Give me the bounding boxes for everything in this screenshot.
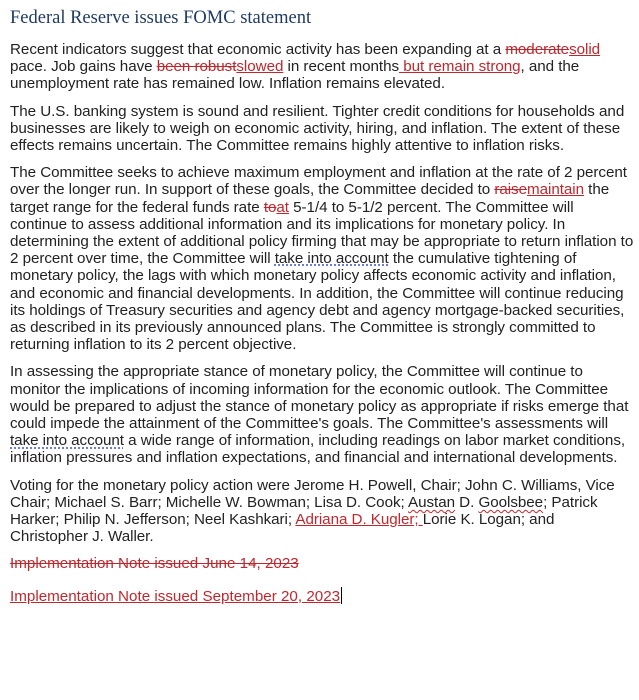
implementation-note-new-row: [10, 587, 634, 605]
paragraph-voting[interactable]: [10, 477, 634, 546]
text-segment: the target range for the federal funds rate: [10, 181, 610, 216]
inserted-text: solid: [569, 41, 601, 58]
spelling-flag[interactable]: Austan: [408, 493, 456, 511]
implementation-note-old-link[interactable]: Implementation Note issued June 14, 2023: [10, 555, 299, 573]
text-segment: pace. Job gains have: [10, 58, 157, 76]
inserted-text: slowed: [236, 58, 284, 76]
implementation-note-new-link[interactable]: Implementation Note issued September 20, 2023: [10, 587, 341, 605]
text-segment: Recent indicators suggest that economic activity has been expanding at a: [10, 41, 506, 58]
inserted-text: Adriana D. Kugler;: [295, 511, 423, 529]
inserted-text: maintain: [527, 181, 585, 199]
spelling-flag[interactable]: Goolsbee: [478, 493, 544, 511]
grammar-flag[interactable]: take into account: [10, 432, 124, 450]
text-segment: 5-1/4 to 5-1/2 percent. The Committee will continue to assess additional information and its implications for monetary policy. In determining the extent of additional policy firming that may be appropriate to return inflation to 2 percent over time, the Committee will: [10, 198, 634, 268]
text-segment: , and the unemployment rate has remained low. Inflation remains elevated.: [10, 58, 580, 93]
text-segment: the cumulative tightening of monetary policy, the lags with which monetary policy affects economic activity and inflation, and economic and financial developments. In addition, the Committee will continue reducing its holdings of Treasury securities and agency debt and agency mortgage-backed securities, as described in its previously announced plans. The Committee is strongly committed to returning inflation to its 2 percent objective.: [10, 250, 625, 354]
text-segment: a wide range of information, including readings on labor market conditions, inflation pressures and inflation expectations, and financial and international developments.: [10, 432, 626, 467]
text-cursor: [341, 587, 342, 604]
deleted-text: been robust: [156, 58, 237, 76]
text-segment: Lorie K. Logan; and Christopher J. Waller.: [10, 511, 555, 546]
paragraph-policy-stance[interactable]: [10, 363, 634, 466]
grammar-flag[interactable]: take into account: [274, 250, 389, 268]
deleted-text: to: [263, 198, 277, 216]
paragraph-economic-activity[interactable]: [10, 41, 634, 93]
text-segment: Voting for the monetary policy action were Jerome H. Powell, Chair; John C. Williams, Vice Chair; Michael S. Barr; Michelle W. Bowman; Lisa D. Cook;: [10, 476, 615, 511]
paragraph-policy-decision[interactable]: [10, 164, 634, 353]
text-segment: The Committee seeks to achieve maximum employment and inflation at the rate of 2 percent over the longer run. In support of these goals, the Committee decided to: [10, 164, 627, 199]
text-segment: D.: [455, 493, 479, 511]
text-segment: in recent months: [283, 58, 400, 76]
inserted-text: at: [276, 198, 289, 216]
deleted-text: moderate: [505, 41, 570, 58]
deleted-text: raise: [494, 181, 527, 199]
document-body: [10, 6, 634, 619]
page-title: Federal Reserve issues FOMC statement: [10, 8, 312, 28]
paragraph-banking-system[interactable]: The U.S. banking system is sound and resilient. Tighter credit conditions for households and businesses are likely to weigh on economic activity, hiring, and inflation. The extent of these effects remains uncertain. The Committee remains highly attentive to inflation risks.: [10, 102, 625, 155]
text-segment: In assessing the appropriate stance of monetary policy, the Committee will continue to monitor the implications of incoming information for the economic outlook. The Committee would be prepared to adjust the stance of monetary policy as appropriate if risks emerge that could impede the attainment of the Committee's goals. The Committee's assessments will: [10, 363, 629, 433]
inserted-text: but remain strong: [399, 58, 521, 76]
text-segment: ; Patrick Harker; Philip N. Jefferson; Neel Kashkari;: [10, 493, 598, 529]
